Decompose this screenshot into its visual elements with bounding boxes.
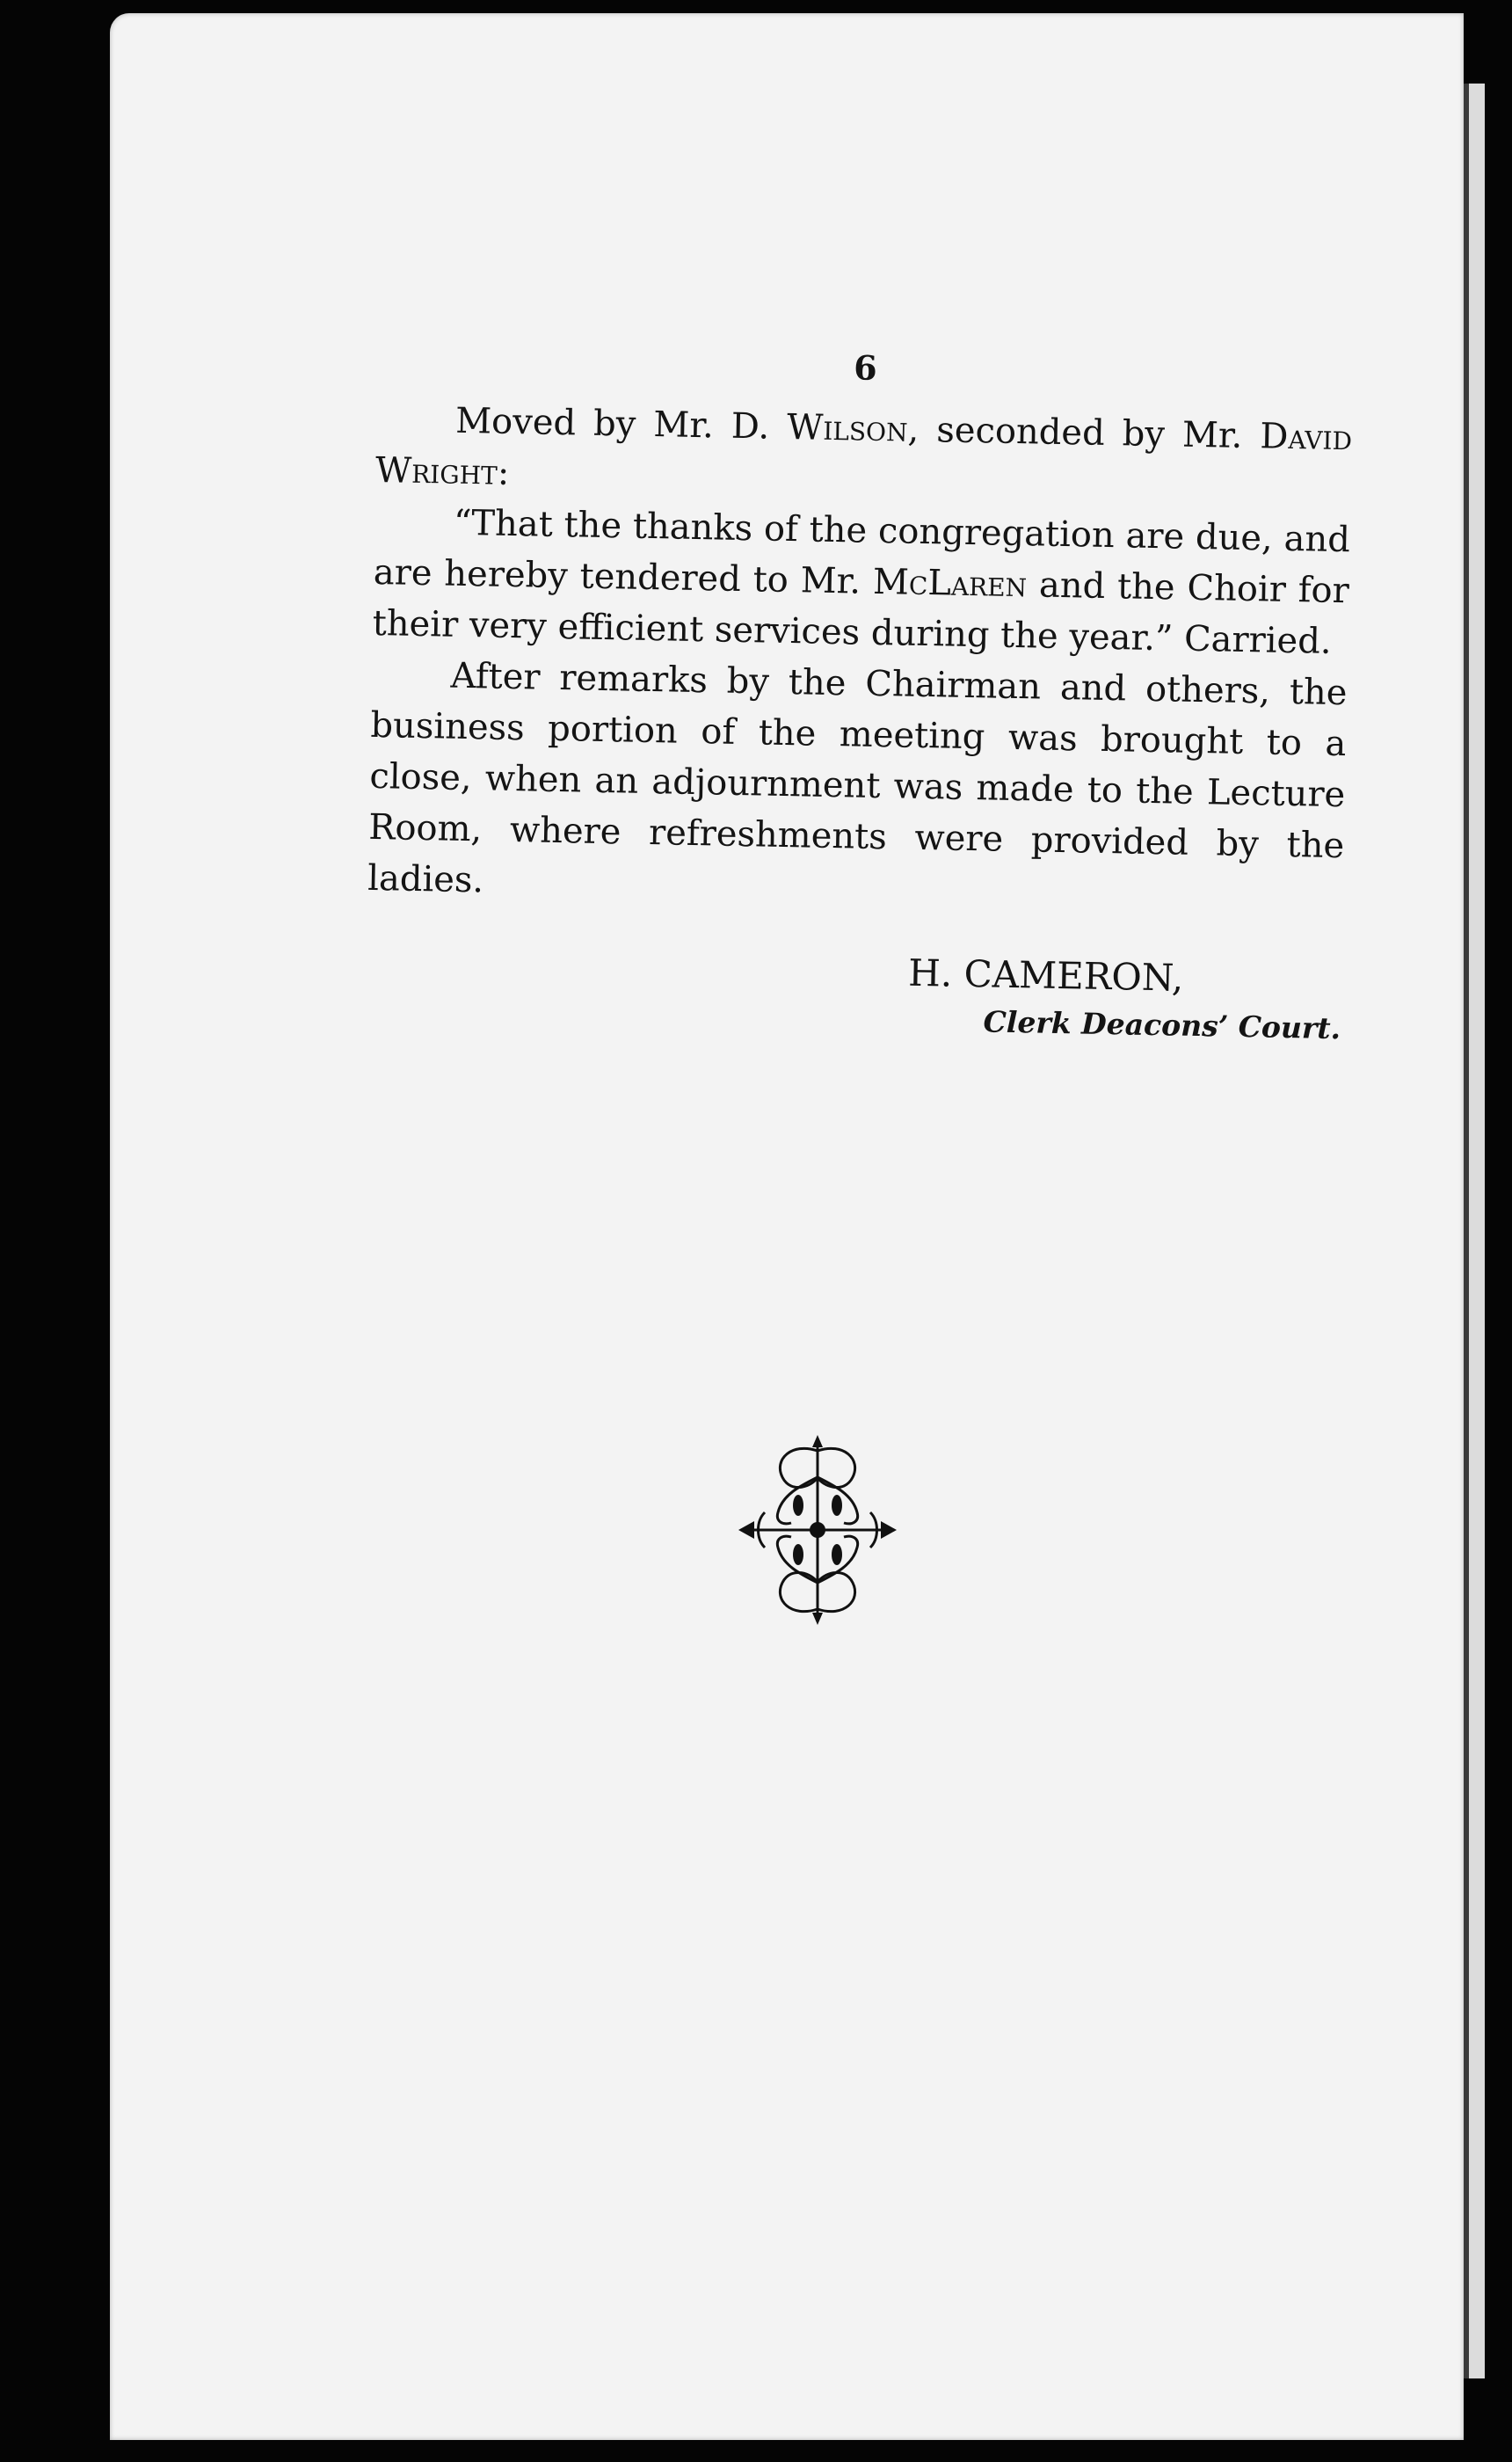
paragraph-text: and the Choir for their very efficient services during the year.” Carried. — [372, 565, 1350, 662]
name-text: David Wright — [374, 416, 1353, 493]
signature-title: Clerk Deacons’ Court. — [983, 1004, 1341, 1046]
page-content — [365, 339, 1354, 1051]
name-text: McLaren — [872, 561, 1028, 606]
page-number: 6 — [853, 347, 878, 388]
signature-block — [365, 937, 1342, 1051]
paragraph-text: , seconded by Mr. — [907, 409, 1261, 457]
fleuron-ornament-icon — [730, 1424, 905, 1635]
page-edge — [1464, 84, 1485, 2378]
paragraph-text: “That the thanks of the congregation are due, and are hereby tendered to Mr. — [373, 502, 1351, 602]
paragraph — [375, 394, 1353, 514]
paragraph-text: After remarks by the Chairman and others, the business portion of the meeting was brought to a close, when an adjournment was made to the Lecture Room, where refreshments were provided by the ladies. — [367, 655, 1348, 901]
paragraph-text: : — [497, 452, 510, 493]
name-text: Wilson — [786, 406, 909, 450]
paragraph — [372, 496, 1350, 667]
body-text — [367, 394, 1353, 922]
paragraph — [367, 649, 1348, 922]
signature-name: H. CAMERON, — [907, 951, 1184, 1000]
paragraph-text: Moved by Mr. D. — [454, 400, 788, 448]
